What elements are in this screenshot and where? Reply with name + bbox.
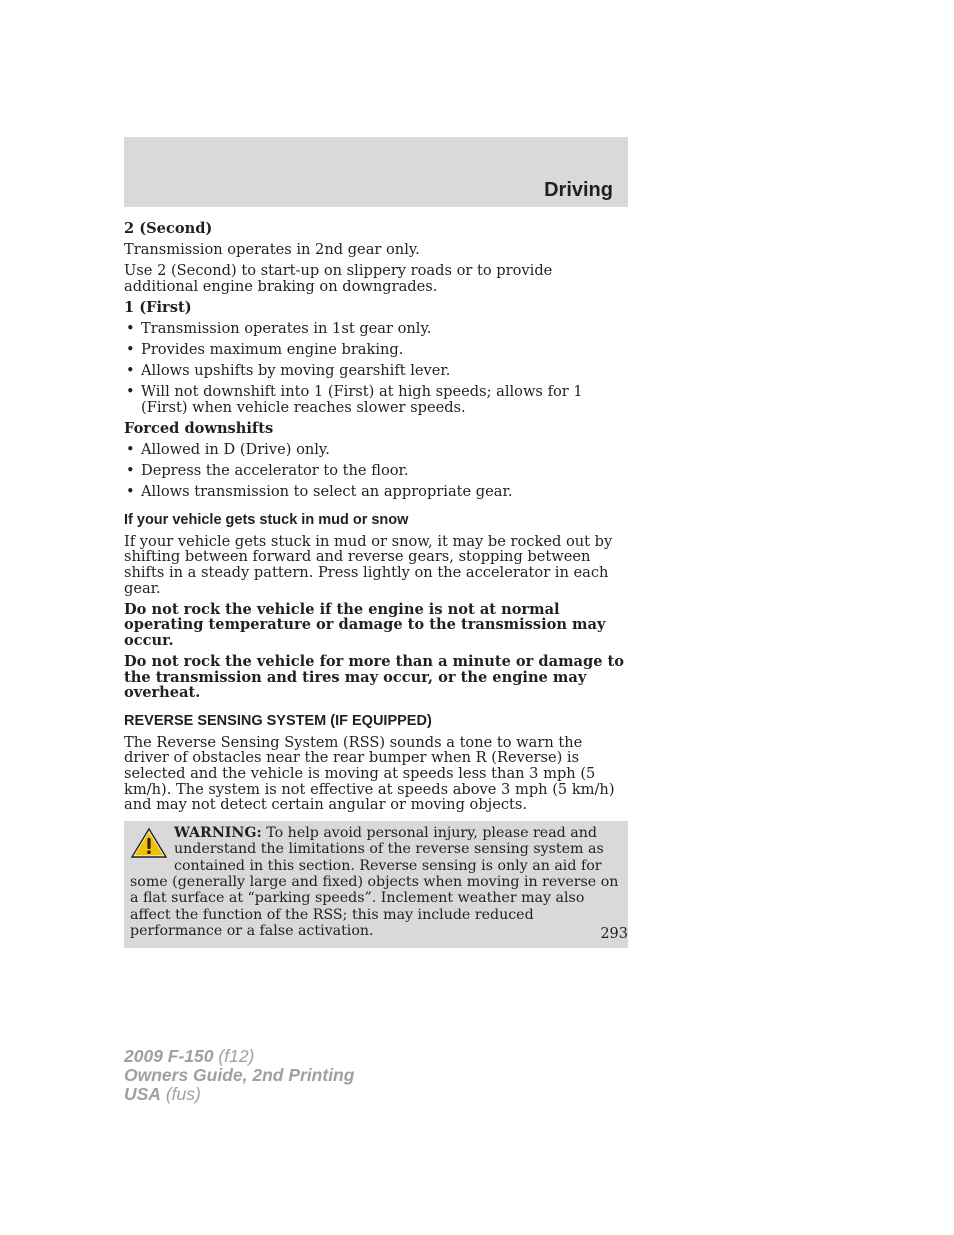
footer: [124, 1047, 354, 1104]
forced-downshifts-heading: Forced downshifts: [124, 419, 274, 437]
second-gear-para-2: Use 2 (Second) to start-up on slippery roads or to provide additional engine braking on downgrades.: [124, 262, 553, 295]
stuck-para: If your vehicle gets stuck in mud or snow, it may be rocked out by shifting between forward and reverse gears, stopping between shifts in a steady pattern. Press lightly on the accelerator in each gear.: [124, 532, 613, 597]
stuck-heading: If your vehicle gets stuck in mud or snow: [124, 511, 409, 528]
footer-market: USA: [124, 1084, 161, 1104]
warning-label: WARNING:: [174, 824, 262, 841]
section-header-band: [124, 137, 628, 207]
footer-market-code: (fus): [165, 1084, 201, 1104]
list-item: • Allowed in D (Drive) only.: [124, 442, 628, 458]
second-gear-para-1: Transmission operates in 2nd gear only.: [124, 241, 420, 259]
list-item: • Allows upshifts by moving gearshift lever.: [124, 363, 628, 379]
footer-line-2: Owners Guide, 2nd Printing: [124, 1065, 355, 1085]
warning-box: [124, 821, 628, 948]
section-title: Driving: [544, 179, 613, 201]
footer-model: 2009 F-150: [124, 1046, 214, 1066]
footer-line-1: [124, 1047, 354, 1066]
first-gear-list: [124, 321, 628, 415]
footer-model-code: (f12): [218, 1046, 255, 1066]
forced-downshifts-list: [124, 442, 628, 500]
second-gear-heading: 2 (Second): [124, 220, 213, 237]
list-item: • Depress the accelerator to the floor.: [124, 463, 628, 479]
page-content: [124, 221, 628, 948]
list-item: • Transmission operates in 1st gear only.: [124, 321, 628, 337]
list-item: • Will not downshift into 1 (First) at high speeds; allows for 1 (First) when vehicle reaches slower speeds.: [124, 384, 628, 415]
rss-heading: REVERSE SENSING SYSTEM (IF EQUIPPED): [124, 712, 432, 729]
first-gear-heading: 1 (First): [124, 298, 192, 316]
footer-line-3: [124, 1085, 354, 1104]
warning-text: To help avoid personal injury, please read and understand the limitations of the reverse sensing system as contained in this section. Reverse sensing is only an aid for some (generally large and fixed) objects when moving in reverse on a flat surface at “parking speeds”. Inclement weather may also affect the function of the RSS; this may include reduced performance or a false activation.: [130, 824, 619, 940]
stuck-caution-1: Do not rock the vehicle if the engine is not at normal operating temperature or damage to the transmission may occur.: [124, 600, 606, 649]
stuck-caution-2: Do not rock the vehicle for more than a minute or damage to the transmission and tires may occur, or the engine may overheat.: [124, 652, 625, 702]
page-number: 293: [600, 926, 628, 942]
list-item: • Provides maximum engine braking.: [124, 342, 628, 358]
warning-triangle-icon: [130, 827, 168, 859]
list-item: • Allows transmission to select an appropriate gear.: [124, 484, 628, 500]
rss-para: The Reverse Sensing System (RSS) sounds a tone to warn the driver of obstacles near the rear bumper when R (Reverse) is selected and the vehicle is moving at speeds less than 3 mph (5 km/h). The system is not effective at speeds above 3 mph (5 km/h) and may not detect certain angular or moving objects.: [124, 733, 615, 814]
